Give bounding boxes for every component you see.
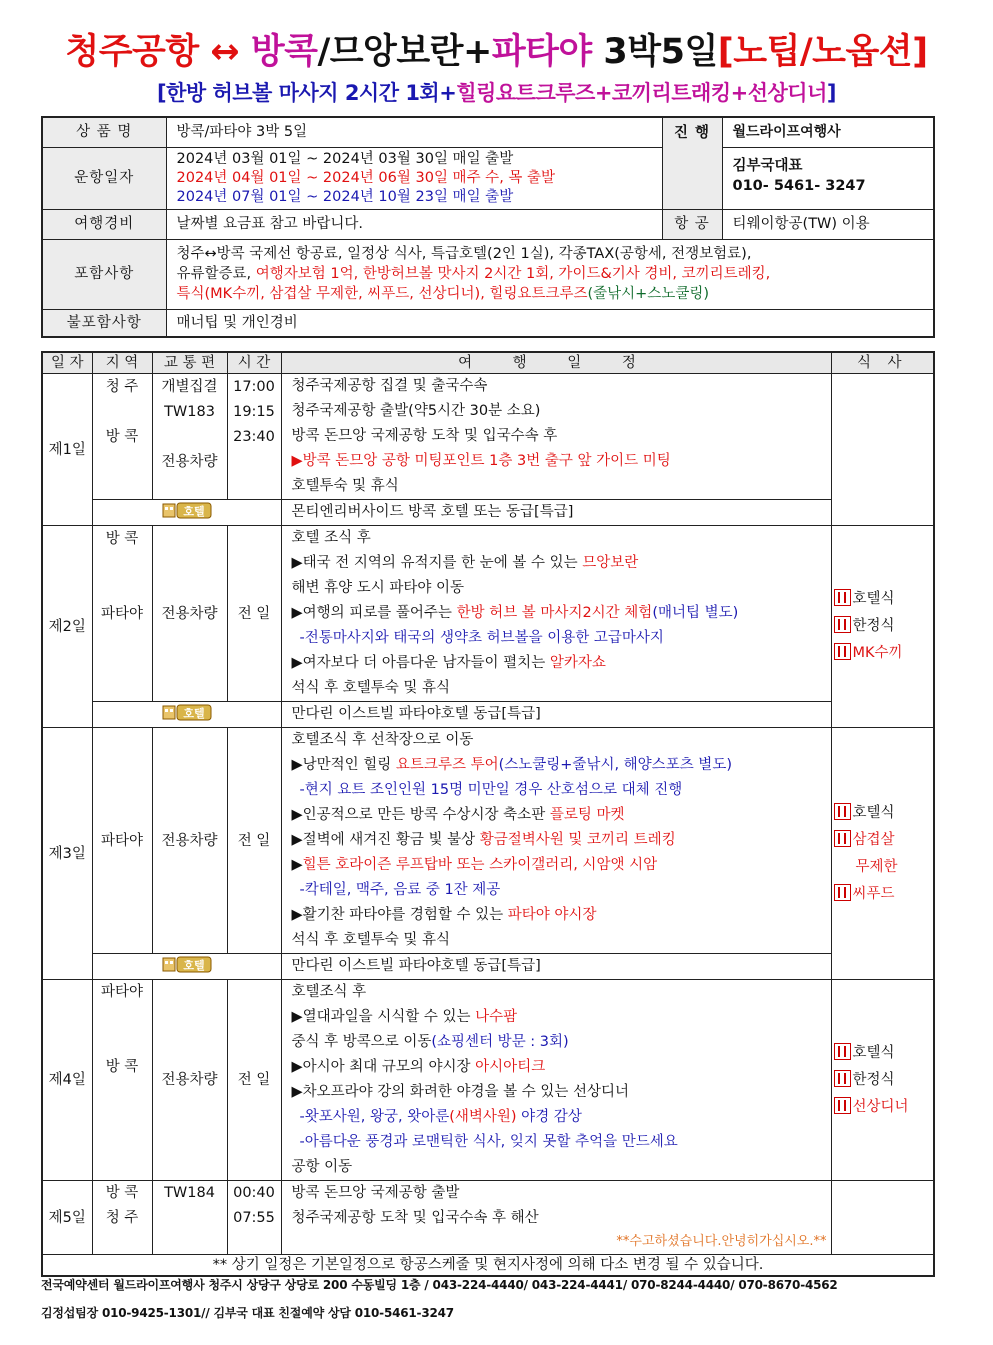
day2-meal-3 xyxy=(832,640,934,667)
day4-line-2b: 나수팜 xyxy=(475,1009,518,1025)
hotel-icon-label: 호텔 xyxy=(182,706,205,720)
day2-region-1: 방 콕 xyxy=(105,531,139,547)
excludes-value: 매너팁 및 개인경비 xyxy=(166,309,934,337)
day4-meal-2 xyxy=(832,1067,934,1094)
day2-line-3: 해변 휴양 도시 파타야 이동 xyxy=(291,580,465,596)
day1-row xyxy=(42,374,934,500)
day3-transport: 전용차량 xyxy=(152,728,227,954)
subtitle-massage: [한방 허브볼 마사지 2시간 1회+ xyxy=(157,81,457,105)
hotel-icon xyxy=(162,955,212,979)
day4-line-3 xyxy=(282,1030,831,1055)
header-time: 시 간 xyxy=(227,352,281,374)
day4-meal-3-text: 선상디너 xyxy=(852,1098,909,1115)
subtitle-highlights: 힐링요트크루즈+코끼리트래킹+선상디너 xyxy=(456,81,827,105)
day2-meal-2 xyxy=(832,613,934,640)
title-bangkok: 방콕 xyxy=(250,32,318,72)
day4-meal-3 xyxy=(832,1094,934,1121)
day5-region-2: 청 주 xyxy=(105,1210,139,1226)
includes-fuel: 유류할증료, xyxy=(176,266,256,282)
sender-name: 김부국대표 xyxy=(732,157,803,174)
day3-region: 파타야 xyxy=(92,728,152,954)
day1-time-3: 23:40 xyxy=(233,429,275,445)
day4-line-5: ▶차오프라야 강의 화려한 야경을 볼 수 있는 선상디너 xyxy=(291,1084,630,1100)
day2-meal-1 xyxy=(832,586,934,613)
title-muang: /므앙보란+ xyxy=(317,32,492,72)
day4-region xyxy=(92,980,152,1181)
day3-line-6b: 힐튼 호라이즌 루프탑바 또는 스카이갤러리, 시암앳 시암 xyxy=(302,857,658,873)
day2-line-2a: ▶태국 전 지역의 유적지를 한 눈에 볼 수 있는 xyxy=(291,555,583,571)
day3-hotel: 만다린 이스트빌 파타야호텔 동급[특급] xyxy=(281,954,831,980)
day3-itinerary xyxy=(281,728,831,954)
day2-line-4b: 한방 허브 볼 마사지2시간 체험 xyxy=(456,605,653,621)
day1-transport xyxy=(152,374,227,500)
title-origin: 청주공항 ↔ xyxy=(65,32,251,72)
day4-region-2: 방 콕 xyxy=(105,1059,139,1075)
includes-label: 포함사항 xyxy=(42,239,166,309)
day1-line-2: 청주국제공항 출발(약5시간 30분 소요) xyxy=(291,403,541,419)
day1-itinerary xyxy=(281,374,831,500)
day1-hotel-row xyxy=(42,500,934,526)
day4-line-4 xyxy=(282,1055,831,1080)
day4-meal-1 xyxy=(832,1040,934,1067)
hotel-icon-label: 호텔 xyxy=(182,958,205,972)
dates-label: 운항일자 xyxy=(42,147,166,209)
day4-line-2a: ▶열대과일을 시식할 수 있는 xyxy=(291,1009,476,1025)
day1-region xyxy=(92,374,152,500)
day5-transport: TW184 xyxy=(152,1181,227,1255)
day5-meals xyxy=(831,1181,934,1255)
day4-line-8: 공항 이동 xyxy=(291,1159,353,1175)
day5-farewell: **수고하셨습니다.안녕히가십시오.** xyxy=(616,1234,827,1249)
day1-line-5: 호텔투숙 및 휴식 xyxy=(291,478,399,494)
sender-phone: 010- 5461- 3247 xyxy=(732,177,866,194)
day2-line-7: 석식 후 호텔투숙 및 휴식 xyxy=(291,680,451,696)
day1-line-1: 청주국제공항 집결 및 출국수속 xyxy=(291,378,488,394)
day4-meals xyxy=(831,980,934,1181)
day5-region-1: 방 콕 xyxy=(105,1185,139,1201)
meal-icon xyxy=(834,643,851,660)
day3-line-1: 호텔조식 후 선착장으로 이동 xyxy=(291,732,474,748)
day1-time-2: 19:15 xyxy=(233,404,275,420)
day3-line-4a: ▶인공적으로 만든 방콕 수상시장 축소판 xyxy=(291,807,550,823)
day1-region-2: 방 콕 xyxy=(105,429,139,445)
day3-label: 제3일 xyxy=(42,728,92,980)
day5-time-1: 00:40 xyxy=(233,1185,275,1201)
day3-meal-2 xyxy=(832,827,934,854)
page-title xyxy=(0,30,993,74)
day4-line-6 xyxy=(282,1105,831,1130)
day4-line-4a: ▶아시아 최대 규모의 야시장 xyxy=(291,1059,476,1075)
header-region: 지 역 xyxy=(92,352,152,374)
day1-line-4: ▶방콕 돈므앙 공항 미팅포인트 1층 3번 출구 앞 가이드 미팅 xyxy=(291,453,671,469)
day2-line-6a: ▶여자보다 더 아름다운 남자들이 펼치는 xyxy=(291,655,550,671)
meal-icon xyxy=(834,1070,851,1087)
day3-meal-3 xyxy=(832,881,934,908)
header-meal: 식 사 xyxy=(831,352,934,374)
day4-itinerary xyxy=(281,980,831,1181)
day3-line-8 xyxy=(282,903,831,928)
day1-time-1: 17:00 xyxy=(233,379,275,395)
day4-transport: 전용차량 xyxy=(152,980,227,1181)
meal-icon xyxy=(834,616,851,633)
day4-line-6a: -왓포사원, 왕궁, 왓아룬 xyxy=(299,1109,450,1125)
day3-meal-1 xyxy=(832,800,934,827)
day3-line-2c: (스노쿨링+줄낚시, 해양스포츠 별도) xyxy=(498,757,732,773)
hotel-icon xyxy=(162,501,212,525)
day2-line-5: -전통마사지와 태국의 생약초 허브볼을 이용한 고급마사지 xyxy=(299,630,664,646)
day2-hotel: 만다린 이스트빌 파타야호텔 동급[특급] xyxy=(281,702,831,728)
day4-time: 전 일 xyxy=(227,980,281,1181)
includes-cruise-detail: (줄낚시+스노쿨링) xyxy=(587,286,709,302)
day5-line-1: 방콕 돈므앙 국제공항 출발 xyxy=(291,1185,460,1201)
hotel-icon xyxy=(162,703,212,727)
day1-trans-3: 전용차량 xyxy=(161,454,218,470)
day3-row xyxy=(42,728,934,954)
day2-meals xyxy=(831,526,934,728)
day1-trans-2: TW183 xyxy=(164,404,215,420)
day1-trans-1: 개별집결 xyxy=(161,379,218,395)
day3-line-4b: 플로팅 마켓 xyxy=(549,807,625,823)
includes-value xyxy=(166,239,934,309)
day2-line-2 xyxy=(282,551,831,576)
meal-icon xyxy=(834,1097,851,1114)
page-subtitle xyxy=(0,79,993,107)
day1-hotel-badge xyxy=(92,500,281,526)
day1-meals xyxy=(831,374,934,526)
day3-meal-3-text: 씨푸드 xyxy=(852,885,895,902)
day3-line-5 xyxy=(282,828,831,853)
day3-meal-2-text: 삼겹살 xyxy=(852,831,895,848)
day4-label: 제4일 xyxy=(42,980,92,1181)
day5-row xyxy=(42,1181,934,1255)
day4-line-6b: (새벽사원) xyxy=(449,1109,517,1125)
airline-value: 티웨이항공(TW) 이용 xyxy=(722,209,934,239)
meal-icon xyxy=(834,589,851,606)
day4-line-3b: (쇼핑센터 방문 : 3회) xyxy=(431,1034,569,1050)
day3-line-5b: 황금절벽사원 및 코끼리 트레킹 xyxy=(479,832,676,848)
agency-label: 진 행 xyxy=(662,117,722,209)
day4-line-3a: 중식 후 방콕으로 이동 xyxy=(291,1034,432,1050)
day2-line-4a: ▶여행의 피로를 풀어주는 xyxy=(291,605,457,621)
title-notip: [노팁/노옵션] xyxy=(717,32,928,72)
day4-region-1: 파타야 xyxy=(100,984,144,1000)
day2-line-6 xyxy=(282,651,831,676)
day2-row xyxy=(42,526,934,702)
day4-meal-1-text: 호텔식 xyxy=(852,1044,895,1061)
day4-row xyxy=(42,980,934,1181)
day2-transport: 전용차량 xyxy=(152,526,227,702)
title-duration: 3박5일 xyxy=(591,32,718,72)
includes-meals: 특식(MK수끼, 삼겹살 무제한, 씨푸드, 선상디너), 힐링요트크루즈 xyxy=(176,286,588,302)
product-label: 상 품 명 xyxy=(42,117,166,147)
day2-line-1: 호텔 조식 후 xyxy=(291,530,371,546)
day3-meals xyxy=(831,728,934,980)
day3-line-9: 석식 후 호텔투숙 및 휴식 xyxy=(291,932,451,948)
day2-line-6b: 알카자쇼 xyxy=(549,655,606,671)
day3-line-2b: 요트크루즈 투어 xyxy=(395,757,499,773)
day2-label: 제2일 xyxy=(42,526,92,728)
date-range-1: 2024년 03월 01일 ~ 2024년 03월 30일 매일 출발 xyxy=(176,150,514,167)
day3-line-6a: ▶ xyxy=(291,857,303,873)
includes-insurance: 여행자보험 1억, 한방허브볼 맛사지 2시간 1회, 가이드&기사 경비, 코끼리트레킹, xyxy=(255,266,771,282)
day3-time: 전 일 xyxy=(227,728,281,954)
day5-time xyxy=(227,1181,281,1255)
day3-hotel-badge xyxy=(92,954,281,980)
day5-region xyxy=(92,1181,152,1255)
day3-line-2a: ▶낭만적인 힐링 xyxy=(291,757,396,773)
day2-region xyxy=(92,526,152,702)
day3-meal-2b: 무제한 xyxy=(855,858,898,875)
includes-line-1: 청주↔방콕 국제선 항공료, 일정상 식사, 특급호텔(2인 1실), 각종TAX(공항세, 전쟁보험료), xyxy=(176,246,752,262)
day5-label: 제5일 xyxy=(42,1181,92,1255)
day3-line-6 xyxy=(282,853,831,878)
footer-contacts: 김정섭팀장 010-9425-1301// 김부국 대표 친절예약 상담 010-5461-3247 xyxy=(41,1306,454,1320)
meal-icon xyxy=(834,830,851,847)
day2-line-4c: (매너팁 별도) xyxy=(652,605,739,621)
day1-region-1: 청 주 xyxy=(105,379,139,395)
day4-line-2 xyxy=(282,1005,831,1030)
day5-time-2: 07:55 xyxy=(233,1210,275,1226)
day2-time: 전 일 xyxy=(227,526,281,702)
schedule-notice: ** 상기 일정은 기본일정으로 항공스케줄 및 현지사정에 의해 다소 변경 될 수 있습니다. xyxy=(42,1255,934,1277)
day4-line-4b: 아시아티크 xyxy=(475,1059,546,1075)
meal-icon xyxy=(834,803,851,820)
day3-line-3: -현지 요트 조인인원 15명 미만일 경우 산호섬으로 대체 진행 xyxy=(299,782,683,798)
title-pattaya: 파타야 xyxy=(491,32,592,72)
hotel-icon-label: 호텔 xyxy=(182,504,205,518)
meal-icon xyxy=(834,1043,851,1060)
meal-icon xyxy=(834,884,851,901)
day2-meal-3-text: MK수끼 xyxy=(852,645,903,661)
subtitle-close: ] xyxy=(826,81,836,105)
excludes-label: 불포함사항 xyxy=(42,309,166,337)
product-info-table xyxy=(41,116,935,338)
day2-line-2b: 므앙보란 xyxy=(582,555,639,571)
day2-meal-1-text: 호텔식 xyxy=(852,591,895,607)
header-itinerary: 여 행 일 정 xyxy=(281,352,831,374)
day5-itinerary xyxy=(281,1181,831,1255)
dates-value xyxy=(166,147,662,209)
cost-value: 날짜별 요금표 참고 바랍니다. xyxy=(166,209,662,239)
header-transport: 교 통 편 xyxy=(152,352,227,374)
day2-hotel-badge xyxy=(92,702,281,728)
sender-info xyxy=(722,147,934,209)
day5-line-2: 청주국제공항 도착 및 입국수속 후 해산 xyxy=(291,1210,539,1226)
day3-line-5a: ▶절벽에 새겨진 황금 빛 불상 xyxy=(291,832,480,848)
day2-meal-2-text: 한정식 xyxy=(852,618,895,634)
day1-line-3: 방콕 돈므앙 국제공항 도착 및 입국수속 후 xyxy=(291,428,558,444)
day3-line-2 xyxy=(282,753,831,778)
footer-reservation: 전국예약센터 월드라이프여행사 청주시 상당구 상당로 200 수동빌딩 1층 / 043-224-4440/ 043-224-4441/ 070-8244-4440/ 070-8670-4562 xyxy=(41,1278,838,1292)
day1-time xyxy=(227,374,281,500)
day3-hotel-row xyxy=(42,954,934,980)
agency-value: 월드라이프여행사 xyxy=(722,117,934,147)
day3-line-8b: 파타야 야시장 xyxy=(507,907,597,923)
date-range-2: 2024년 04월 01일 ~ 2024년 06월 30일 매주 수, 목 출발 xyxy=(176,169,556,186)
day3-line-8a: ▶활기찬 파타야를 경험할 수 있는 xyxy=(291,907,508,923)
date-range-3: 2024년 07월 01일 ~ 2024년 10월 23일 매일 출발 xyxy=(176,188,514,205)
day4-line-6c: 야경 감상 xyxy=(516,1109,582,1125)
day3-line-4 xyxy=(282,803,831,828)
header-day: 일 자 xyxy=(42,352,92,374)
day4-line-1: 호텔조식 후 xyxy=(291,984,367,1000)
notice-row xyxy=(42,1255,934,1277)
day2-hotel-row xyxy=(42,702,934,728)
product-value: 방콕/파타야 3박 5일 xyxy=(166,117,662,147)
day1-hotel: 몬티엔리버사이드 방콕 호텔 또는 동급[특급] xyxy=(281,500,831,526)
day2-region-2: 파타야 xyxy=(100,606,144,622)
day4-line-7: -아름다운 풍경과 로맨틱한 식사, 잊지 못할 추억을 만드세요 xyxy=(299,1134,678,1150)
day2-line-4 xyxy=(282,601,831,626)
day3-meal-1-text: 호텔식 xyxy=(852,804,895,821)
day2-itinerary xyxy=(281,526,831,702)
day4-meal-2-text: 한정식 xyxy=(852,1071,895,1088)
day1-label: 제1일 xyxy=(42,374,92,526)
itinerary-table xyxy=(41,351,935,1277)
airline-label: 항 공 xyxy=(662,209,722,239)
day3-line-7: -칵테일, 맥주, 음료 중 1잔 제공 xyxy=(299,882,501,898)
cost-label: 여행경비 xyxy=(42,209,166,239)
